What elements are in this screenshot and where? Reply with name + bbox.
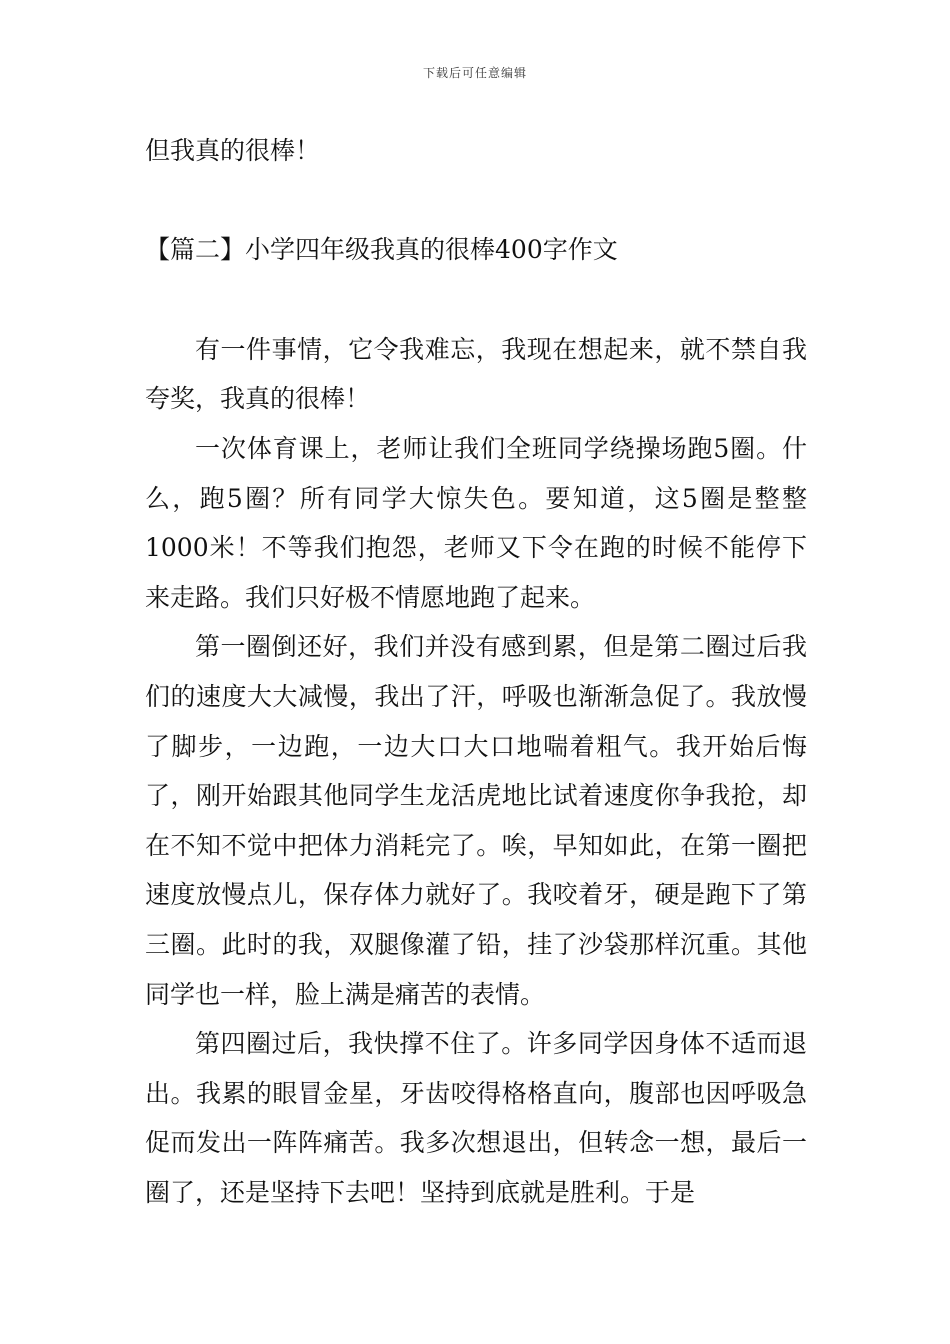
- paragraph: 第四圈过后，我快撑不住了。许多同学因身体不适而退出。我累的眼冒金星，牙齿咬得格格直向，腹部也因呼吸急促而发出一阵阵痛苦。我多次想退出，但转念一想，最后一圈了，还是坚持下去吧！坚持到底就是胜利。于是: [145, 1029, 807, 1207]
- paragraph: 一次体育课上，老师让我们全班同学绕操场跑5圈。什么，跑5圈？所有同学大惊失色。要知道，这5圈是整整1000米！不等我们抱怨，老师又下令在跑的时候不能停下来走路。我们只好极不情愿地跑了起来。: [145, 433, 807, 612]
- intro-line: 但我真的很棒！: [145, 136, 321, 165]
- section-title: 【篇二】小学四年级我真的很棒400字作文: [145, 235, 618, 265]
- document-body: [145, 126, 807, 1217]
- paragraph: 有一件事情，它令我难忘，我现在想起来，就不禁自我夸奖，我真的很棒！: [145, 334, 807, 414]
- paragraph: 第一圈倒还好，我们并没有感到累，但是第二圈过后我们的速度大大减慢，我出了汗，呼吸也渐渐急促了。我放慢了脚步，一边跑，一边大口大口地喘着粗气。我开始后悔了，刚开始跟其他同学生龙活虎地比试着速度你争我抢，却在不知不觉中把体力消耗完了。唉，早知如此，在第一圈把速度放慢点儿，保存体力就好了。我咬着牙，硬是跑下了第三圈。此时的我，双腿像灌了铅，挂了沙袋那样沉重。其他同学也一样，脸上满是痛苦的表情。: [145, 632, 807, 1009]
- header-note: 下载后可任意编辑: [422, 66, 527, 80]
